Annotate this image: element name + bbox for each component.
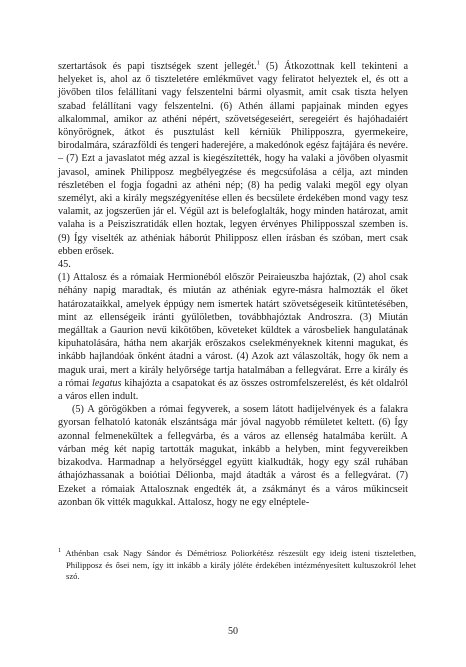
italic-term: legatus — [92, 377, 122, 389]
paragraph: (5) A görögökben a római fegyverek, a sosem látott hadijelvények és a falakra gyorsan felhatoló katonák elszántsága már jóval nagyobb rémületet keltett. (6) Így azonnal felmenekültek a fellegvárba, és a város az ellenség hatalmába került. A várban még két napig tartották magukat, inkább a helyben, mint fegyvereikben bizakodva. Harmadnap a helyőrséggel együtt kialkudták, hogy egy szál ruhában áthajózhassanak a boiótiai Délionba, majd átadták a várost és a fellegvárat. (7) Ezeket a rómaiak Attalosznak engedték át, a zsákmányt és a város műkincseit azonban ők vitték magukkal. Attalosz, hogy ne egy elnéptele- — [58, 404, 408, 508]
footnote-text: Athénban csak Nagy Sándor és Démétriosz Poliorkétész részesült egy ideig isteni tiszteletben, Philipposz és ősei nem, így itt inkább a király jóléte érdekében intézményesített kultuszokról lehet szó. — [61, 548, 416, 582]
text-run: (1) Attalosz és a rómaiak Hermionéból először Peiraieuszba hajóztak, (2) ahol csak néhány napig maradtak, és miután az athéniak egyre-másra halmozták el őket határozataikkal, amelyek éppúgy nem ismertek határt szövetségeseik kitüntetésében, mint az ellenségeik iránti gyűlöletben, továbbhajóztak Androszra. (3) Miután megálltak a Gaurion nevű kikötőben, követeket küldtek a városbeliek hangulatának kipuhatolására, hátha nem akarják erőszakos cselekményeknek kitenni magukat, és inkább hajlandóak önként átadni a várost. (4) Azok azt válaszolták, hogy ők nem a maguk urai, mert a király helyőrsége tartja hatalmában a fellegvárat. Erre a király és a római — [58, 272, 408, 389]
main-text — [58, 60, 408, 509]
footnote — [58, 548, 416, 583]
paragraph — [58, 60, 408, 258]
footnote-reference: 1 — [256, 59, 260, 67]
paragraph — [58, 271, 408, 403]
text-run: (5) Átkozottnak kell tekinteni a helyeket is, ahol az ő tiszteletére emlékművet vagy feliratot helyeztek el, és ott a jövőben tilos felállítani vagy felszentelni bármi olyasmit, amit csak tiszta helyen szabad felállítani vagy felszentelni. (6) Athén állami papjainak minden egyes alkalommal, amikor az athéni népért, szövetségeseiért, seregeiért és hajóhadaiért könyörögnek, átkot és pusztulást kell kérniük Philipposzra, gyermekeire, birodalmára, szárazföldi és tengeri haderejére, a makedónok egész fajtájára és nevére. – (7) Ezt a javaslatot még azzal is kiegészítették, hogy ha valaki a jövőben olyasmit javasol, aminek Philipposz megbélyegzése és megcsúfolása a célja, azt minden részletében el fogja fogadni az athéni nép; (8) ha pedig valaki megöl egy olyan személyt, aki a király megszégyenítése ellen és becsülete érdekében mond vagy tesz valamit, az jogszerűen jár el. Végül azt is belefoglalták, hogy minden határozat, amit valaha is a Peisziszratidák ellen hoztak, legyen érvényes Philipposszal szemben is. (9) Így viselték az athéniak háborút Philipposz ellen írásban és szóban, mert csak ebben erősek. — [58, 61, 408, 257]
page-number: 50 — [228, 626, 238, 637]
text-run: szertartások és papi tisztségek szent jellegét. — [58, 61, 257, 72]
text-run: kihajózta a csapatokat és az összes ostromfelszerelést, és két oldalról a város ellen indult. — [58, 377, 408, 403]
footnote-marker: 1 — [58, 547, 62, 555]
chapter-number: 45. — [58, 259, 71, 271]
